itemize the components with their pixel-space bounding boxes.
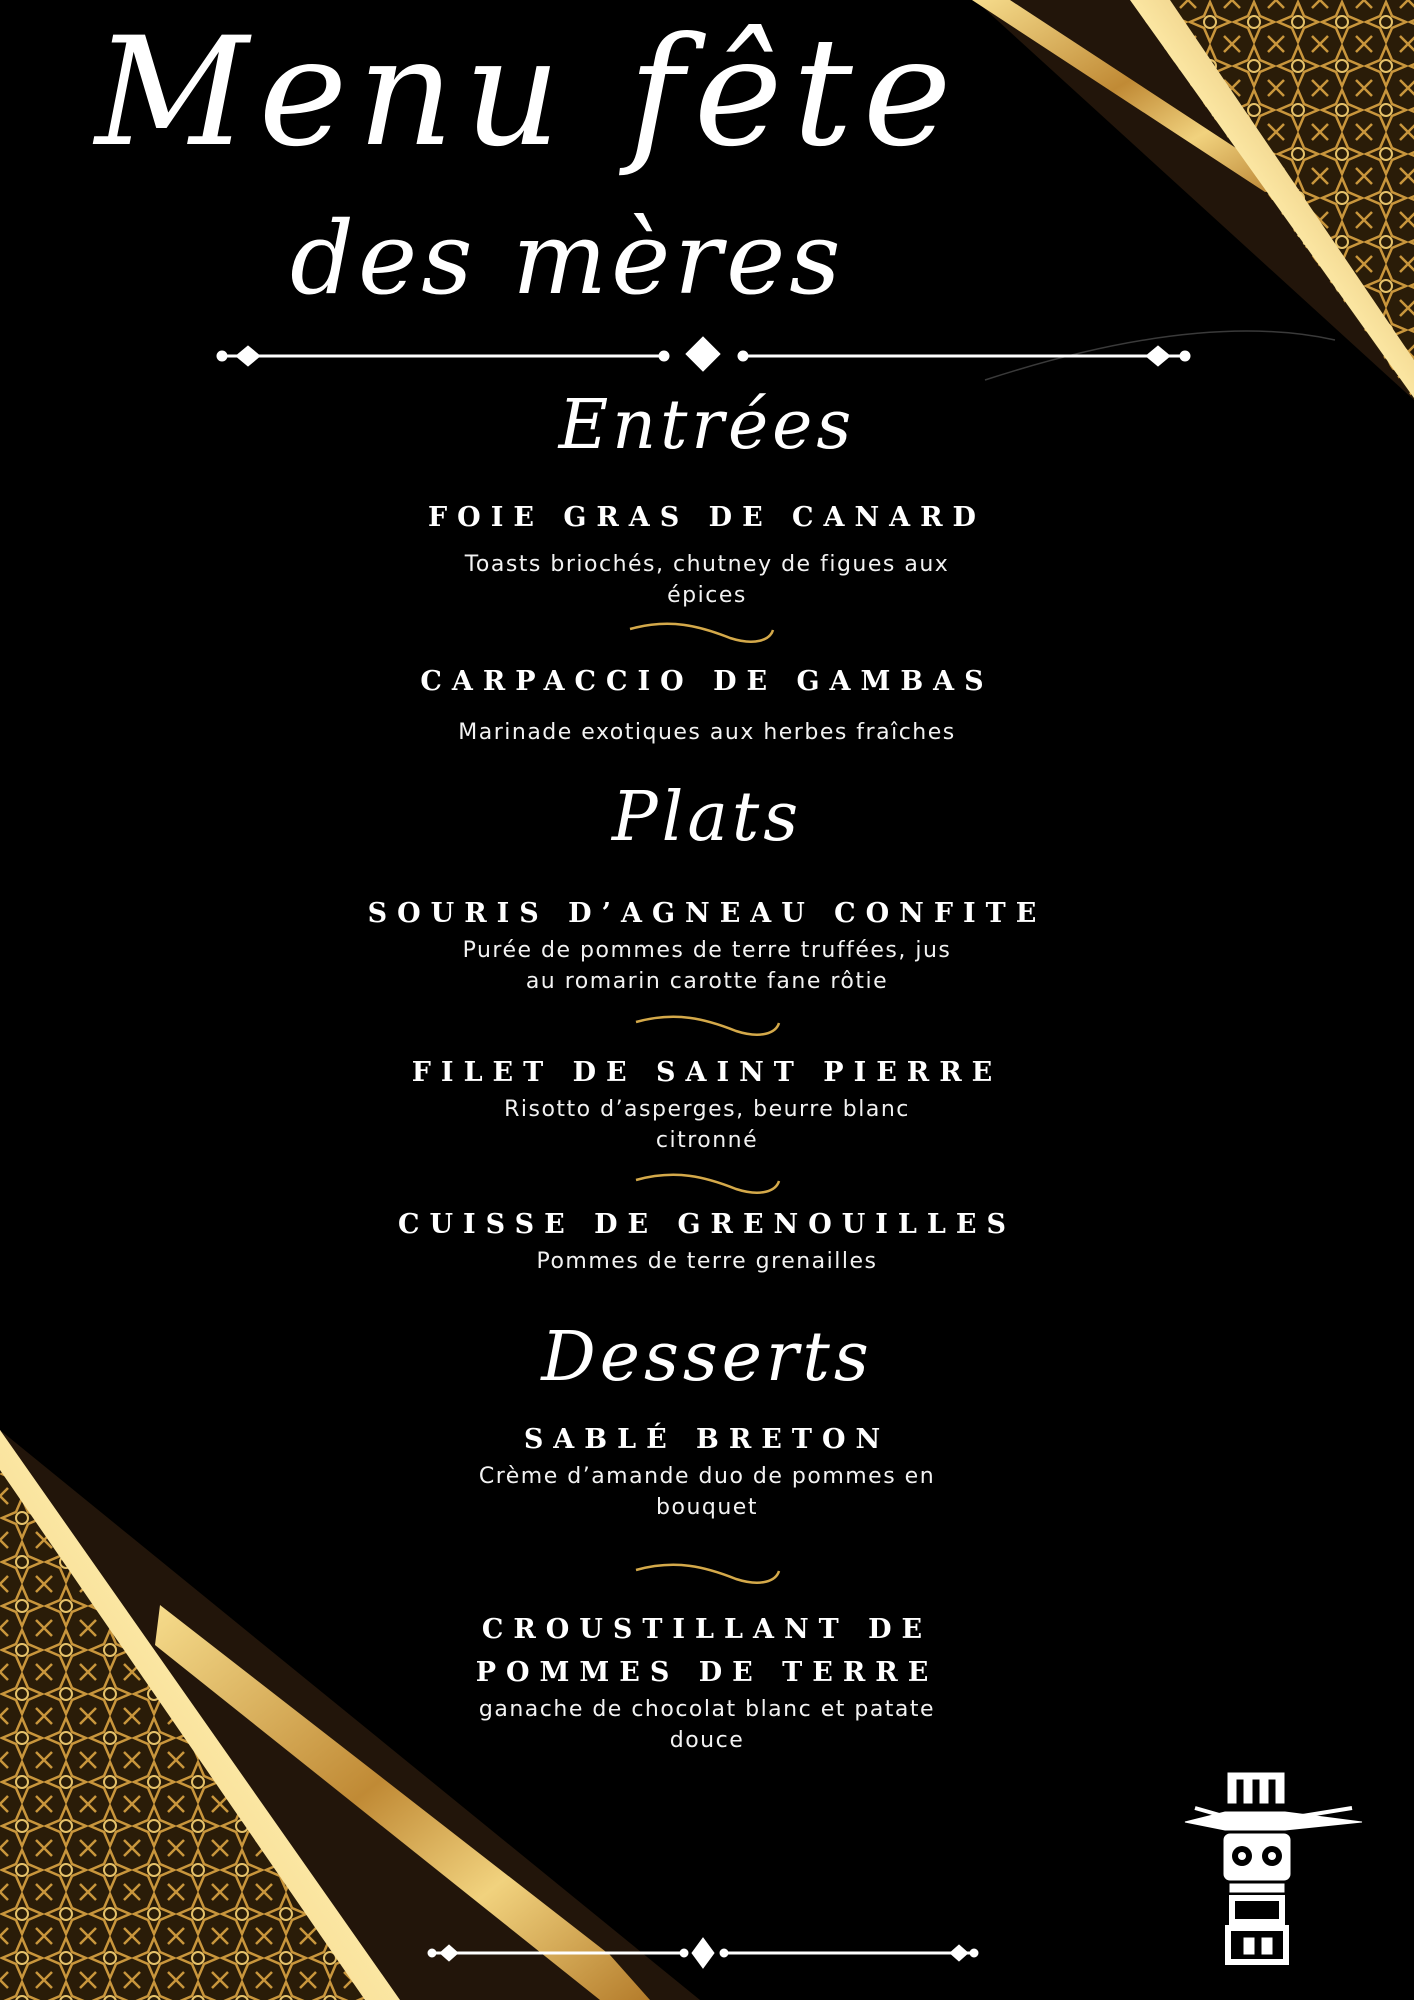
dish-description: ganache de chocolat blanc et patate douce	[478, 1697, 936, 1753]
dish-name: CUISSE DE GRENOUILLES	[398, 1209, 1016, 1240]
section-title-desserts: Desserts	[541, 1318, 873, 1397]
menu-title-line-2: des mères	[290, 200, 845, 317]
dish-name: CROUSTILLANT DE POMMES DE TERRE	[475, 1614, 939, 1688]
dish-croustillant	[357, 1608, 1057, 1756]
dish-name: FILET DE SAINT PIERRE	[411, 1057, 1003, 1088]
top-divider-ornament	[217, 337, 1190, 371]
tiki-mask-icon	[1185, 1773, 1362, 1962]
gold-swash-divider	[636, 1565, 779, 1583]
dish-name: SABLÉ BRETON	[523, 1424, 891, 1455]
dish-saint-pierre	[357, 1051, 1057, 1156]
dish-description: Risotto d’asperges, beurre blanc citronné	[504, 1097, 910, 1153]
menu-title-line-1: Menu fête	[95, 6, 962, 180]
gold-swash-divider	[636, 1017, 779, 1035]
dish-souris-agneau	[357, 892, 1057, 997]
dish-name: FOIE GRAS DE CANARD	[428, 502, 986, 533]
gold-swash-divider	[630, 624, 773, 642]
dish-description: Crème d’amande duo de pommes en bouquet	[478, 1464, 936, 1520]
corner-top-right	[972, 0, 1414, 400]
dish-description: Marinade exotiques aux herbes fraîches	[458, 720, 956, 745]
dish-description: Toasts briochés, chutney de figues aux épices	[464, 552, 950, 608]
dish-description: Pommes de terre grenailles	[536, 1249, 878, 1274]
dish-carpaccio	[357, 660, 1057, 748]
section-title-entrees: Entrées	[558, 386, 856, 465]
section-title-plats: Plats	[611, 778, 803, 857]
dish-foie-gras	[357, 496, 1057, 611]
dish-grenouilles	[357, 1203, 1057, 1277]
dish-description: Purée de pommes de terre truffées, jus au romarin carotte fane rôtie	[462, 938, 952, 994]
dish-name: SOURIS D’AGNEAU CONFITE	[367, 898, 1047, 929]
dish-sable-breton	[357, 1418, 1057, 1523]
dish-name: CARPACCIO DE GAMBAS	[420, 666, 994, 697]
gold-swash-divider	[636, 1175, 779, 1193]
